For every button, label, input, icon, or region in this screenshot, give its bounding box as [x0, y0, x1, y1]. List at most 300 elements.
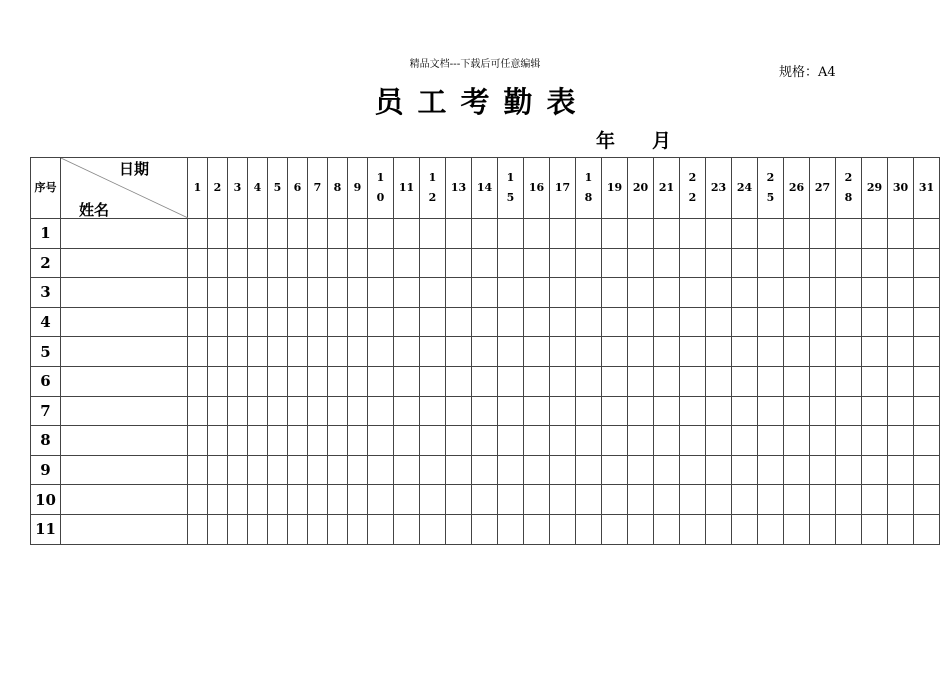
- attendance-cell[interactable]: [888, 248, 914, 278]
- attendance-cell[interactable]: [576, 307, 602, 337]
- attendance-cell[interactable]: [602, 426, 628, 456]
- attendance-cell[interactable]: [602, 455, 628, 485]
- attendance-cell[interactable]: [420, 307, 446, 337]
- attendance-cell[interactable]: [498, 307, 524, 337]
- attendance-cell[interactable]: [446, 366, 472, 396]
- attendance-cell[interactable]: [228, 248, 248, 278]
- attendance-cell[interactable]: [328, 514, 348, 544]
- name-cell[interactable]: [61, 337, 188, 367]
- attendance-cell[interactable]: [308, 307, 328, 337]
- attendance-cell[interactable]: [862, 278, 888, 308]
- attendance-cell[interactable]: [654, 514, 680, 544]
- attendance-cell[interactable]: [706, 248, 732, 278]
- attendance-cell[interactable]: [188, 514, 208, 544]
- attendance-cell[interactable]: [188, 337, 208, 367]
- attendance-cell[interactable]: [348, 514, 368, 544]
- attendance-cell[interactable]: [208, 514, 228, 544]
- attendance-cell[interactable]: [472, 485, 498, 515]
- attendance-cell[interactable]: [862, 455, 888, 485]
- attendance-cell[interactable]: [420, 366, 446, 396]
- attendance-cell[interactable]: [628, 485, 654, 515]
- attendance-cell[interactable]: [836, 426, 862, 456]
- attendance-cell[interactable]: [498, 426, 524, 456]
- attendance-cell[interactable]: [368, 455, 394, 485]
- attendance-cell[interactable]: [836, 307, 862, 337]
- attendance-cell[interactable]: [472, 514, 498, 544]
- name-cell[interactable]: [61, 278, 188, 308]
- attendance-cell[interactable]: [228, 337, 248, 367]
- attendance-cell[interactable]: [836, 485, 862, 515]
- attendance-cell[interactable]: [308, 366, 328, 396]
- attendance-cell[interactable]: [420, 248, 446, 278]
- attendance-cell[interactable]: [732, 485, 758, 515]
- attendance-cell[interactable]: [472, 396, 498, 426]
- attendance-cell[interactable]: [680, 248, 706, 278]
- attendance-cell[interactable]: [228, 278, 248, 308]
- attendance-cell[interactable]: [628, 278, 654, 308]
- attendance-cell[interactable]: [680, 455, 706, 485]
- attendance-cell[interactable]: [208, 485, 228, 515]
- attendance-cell[interactable]: [188, 426, 208, 456]
- attendance-cell[interactable]: [602, 278, 628, 308]
- attendance-cell[interactable]: [268, 426, 288, 456]
- attendance-cell[interactable]: [602, 485, 628, 515]
- attendance-cell[interactable]: [602, 366, 628, 396]
- attendance-cell[interactable]: [348, 307, 368, 337]
- attendance-cell[interactable]: [784, 307, 810, 337]
- attendance-cell[interactable]: [888, 455, 914, 485]
- attendance-cell[interactable]: [810, 396, 836, 426]
- attendance-cell[interactable]: [654, 426, 680, 456]
- attendance-cell[interactable]: [188, 278, 208, 308]
- attendance-cell[interactable]: [628, 248, 654, 278]
- attendance-cell[interactable]: [368, 337, 394, 367]
- attendance-cell[interactable]: [602, 396, 628, 426]
- attendance-cell[interactable]: [248, 485, 268, 515]
- attendance-cell[interactable]: [784, 485, 810, 515]
- attendance-cell[interactable]: [628, 426, 654, 456]
- attendance-cell[interactable]: [348, 278, 368, 308]
- attendance-cell[interactable]: [550, 307, 576, 337]
- attendance-cell[interactable]: [706, 426, 732, 456]
- attendance-cell[interactable]: [524, 219, 550, 249]
- attendance-cell[interactable]: [914, 337, 940, 367]
- attendance-cell[interactable]: [498, 485, 524, 515]
- attendance-cell[interactable]: [288, 514, 308, 544]
- attendance-cell[interactable]: [524, 426, 550, 456]
- attendance-cell[interactable]: [862, 485, 888, 515]
- attendance-cell[interactable]: [288, 366, 308, 396]
- attendance-cell[interactable]: [288, 219, 308, 249]
- attendance-cell[interactable]: [732, 307, 758, 337]
- attendance-cell[interactable]: [188, 307, 208, 337]
- attendance-cell[interactable]: [706, 514, 732, 544]
- attendance-cell[interactable]: [420, 219, 446, 249]
- attendance-cell[interactable]: [810, 514, 836, 544]
- attendance-cell[interactable]: [368, 366, 394, 396]
- attendance-cell[interactable]: [328, 455, 348, 485]
- attendance-cell[interactable]: [268, 219, 288, 249]
- attendance-cell[interactable]: [550, 278, 576, 308]
- attendance-cell[interactable]: [268, 337, 288, 367]
- attendance-cell[interactable]: [810, 366, 836, 396]
- attendance-cell[interactable]: [550, 337, 576, 367]
- attendance-cell[interactable]: [328, 366, 348, 396]
- attendance-cell[interactable]: [628, 396, 654, 426]
- attendance-cell[interactable]: [446, 278, 472, 308]
- name-cell[interactable]: [61, 514, 188, 544]
- attendance-cell[interactable]: [602, 219, 628, 249]
- attendance-cell[interactable]: [576, 248, 602, 278]
- attendance-cell[interactable]: [208, 278, 228, 308]
- attendance-cell[interactable]: [810, 426, 836, 456]
- attendance-cell[interactable]: [914, 485, 940, 515]
- attendance-cell[interactable]: [348, 426, 368, 456]
- attendance-cell[interactable]: [368, 426, 394, 456]
- attendance-cell[interactable]: [732, 426, 758, 456]
- attendance-cell[interactable]: [420, 337, 446, 367]
- attendance-cell[interactable]: [732, 219, 758, 249]
- attendance-cell[interactable]: [680, 396, 706, 426]
- attendance-cell[interactable]: [602, 337, 628, 367]
- attendance-cell[interactable]: [308, 396, 328, 426]
- attendance-cell[interactable]: [348, 455, 368, 485]
- attendance-cell[interactable]: [368, 248, 394, 278]
- attendance-cell[interactable]: [914, 219, 940, 249]
- attendance-cell[interactable]: [368, 307, 394, 337]
- attendance-cell[interactable]: [446, 337, 472, 367]
- attendance-cell[interactable]: [248, 248, 268, 278]
- attendance-cell[interactable]: [248, 514, 268, 544]
- attendance-cell[interactable]: [248, 307, 268, 337]
- attendance-cell[interactable]: [498, 219, 524, 249]
- attendance-cell[interactable]: [288, 485, 308, 515]
- attendance-cell[interactable]: [248, 426, 268, 456]
- attendance-cell[interactable]: [446, 514, 472, 544]
- attendance-cell[interactable]: [680, 278, 706, 308]
- attendance-cell[interactable]: [836, 514, 862, 544]
- attendance-cell[interactable]: [228, 514, 248, 544]
- attendance-cell[interactable]: [248, 396, 268, 426]
- attendance-cell[interactable]: [706, 396, 732, 426]
- attendance-cell[interactable]: [348, 366, 368, 396]
- attendance-cell[interactable]: [758, 307, 784, 337]
- attendance-cell[interactable]: [888, 426, 914, 456]
- attendance-cell[interactable]: [628, 514, 654, 544]
- attendance-cell[interactable]: [472, 219, 498, 249]
- name-cell[interactable]: [61, 248, 188, 278]
- attendance-cell[interactable]: [680, 307, 706, 337]
- attendance-cell[interactable]: [208, 366, 228, 396]
- attendance-cell[interactable]: [680, 514, 706, 544]
- attendance-cell[interactable]: [308, 514, 328, 544]
- attendance-cell[interactable]: [446, 248, 472, 278]
- attendance-cell[interactable]: [706, 337, 732, 367]
- attendance-cell[interactable]: [446, 307, 472, 337]
- attendance-cell[interactable]: [248, 337, 268, 367]
- attendance-cell[interactable]: [836, 219, 862, 249]
- attendance-cell[interactable]: [550, 248, 576, 278]
- attendance-cell[interactable]: [348, 337, 368, 367]
- attendance-cell[interactable]: [576, 366, 602, 396]
- attendance-cell[interactable]: [268, 396, 288, 426]
- attendance-cell[interactable]: [758, 455, 784, 485]
- attendance-cell[interactable]: [914, 514, 940, 544]
- attendance-cell[interactable]: [654, 455, 680, 485]
- attendance-cell[interactable]: [810, 455, 836, 485]
- attendance-cell[interactable]: [524, 307, 550, 337]
- attendance-cell[interactable]: [472, 426, 498, 456]
- attendance-cell[interactable]: [524, 366, 550, 396]
- attendance-cell[interactable]: [914, 278, 940, 308]
- attendance-cell[interactable]: [420, 396, 446, 426]
- attendance-cell[interactable]: [914, 396, 940, 426]
- attendance-cell[interactable]: [420, 455, 446, 485]
- attendance-cell[interactable]: [208, 396, 228, 426]
- attendance-cell[interactable]: [498, 248, 524, 278]
- attendance-cell[interactable]: [288, 426, 308, 456]
- attendance-cell[interactable]: [680, 219, 706, 249]
- attendance-cell[interactable]: [914, 248, 940, 278]
- attendance-cell[interactable]: [394, 278, 420, 308]
- attendance-cell[interactable]: [550, 396, 576, 426]
- attendance-cell[interactable]: [328, 278, 348, 308]
- attendance-cell[interactable]: [308, 455, 328, 485]
- attendance-cell[interactable]: [524, 485, 550, 515]
- attendance-cell[interactable]: [576, 278, 602, 308]
- attendance-cell[interactable]: [328, 426, 348, 456]
- attendance-cell[interactable]: [576, 219, 602, 249]
- attendance-cell[interactable]: [248, 455, 268, 485]
- attendance-cell[interactable]: [498, 455, 524, 485]
- attendance-cell[interactable]: [446, 485, 472, 515]
- attendance-cell[interactable]: [268, 278, 288, 308]
- attendance-cell[interactable]: [550, 219, 576, 249]
- attendance-cell[interactable]: [862, 396, 888, 426]
- attendance-cell[interactable]: [680, 366, 706, 396]
- attendance-cell[interactable]: [498, 514, 524, 544]
- attendance-cell[interactable]: [248, 278, 268, 308]
- attendance-cell[interactable]: [228, 219, 248, 249]
- attendance-cell[interactable]: [784, 337, 810, 367]
- attendance-cell[interactable]: [784, 278, 810, 308]
- attendance-cell[interactable]: [268, 248, 288, 278]
- attendance-cell[interactable]: [888, 219, 914, 249]
- attendance-cell[interactable]: [758, 248, 784, 278]
- attendance-cell[interactable]: [498, 366, 524, 396]
- attendance-cell[interactable]: [888, 337, 914, 367]
- attendance-cell[interactable]: [654, 366, 680, 396]
- attendance-cell[interactable]: [706, 307, 732, 337]
- attendance-cell[interactable]: [420, 485, 446, 515]
- attendance-cell[interactable]: [888, 278, 914, 308]
- attendance-cell[interactable]: [348, 396, 368, 426]
- attendance-cell[interactable]: [706, 366, 732, 396]
- attendance-cell[interactable]: [706, 219, 732, 249]
- attendance-cell[interactable]: [368, 278, 394, 308]
- attendance-cell[interactable]: [836, 278, 862, 308]
- attendance-cell[interactable]: [228, 455, 248, 485]
- attendance-cell[interactable]: [810, 337, 836, 367]
- attendance-cell[interactable]: [758, 426, 784, 456]
- attendance-cell[interactable]: [268, 514, 288, 544]
- attendance-cell[interactable]: [394, 248, 420, 278]
- attendance-cell[interactable]: [188, 219, 208, 249]
- attendance-cell[interactable]: [758, 278, 784, 308]
- attendance-cell[interactable]: [576, 485, 602, 515]
- attendance-cell[interactable]: [888, 485, 914, 515]
- attendance-cell[interactable]: [446, 219, 472, 249]
- attendance-cell[interactable]: [784, 396, 810, 426]
- attendance-cell[interactable]: [524, 278, 550, 308]
- attendance-cell[interactable]: [394, 219, 420, 249]
- attendance-cell[interactable]: [472, 248, 498, 278]
- attendance-cell[interactable]: [268, 366, 288, 396]
- attendance-cell[interactable]: [268, 485, 288, 515]
- attendance-cell[interactable]: [228, 366, 248, 396]
- attendance-cell[interactable]: [394, 455, 420, 485]
- attendance-cell[interactable]: [328, 396, 348, 426]
- attendance-cell[interactable]: [914, 426, 940, 456]
- name-cell[interactable]: [61, 426, 188, 456]
- attendance-cell[interactable]: [348, 485, 368, 515]
- name-cell[interactable]: [61, 455, 188, 485]
- attendance-cell[interactable]: [732, 337, 758, 367]
- name-cell[interactable]: [61, 366, 188, 396]
- attendance-cell[interactable]: [472, 278, 498, 308]
- attendance-cell[interactable]: [228, 426, 248, 456]
- attendance-cell[interactable]: [288, 396, 308, 426]
- attendance-cell[interactable]: [784, 366, 810, 396]
- attendance-cell[interactable]: [784, 248, 810, 278]
- attendance-cell[interactable]: [524, 396, 550, 426]
- attendance-cell[interactable]: [208, 337, 228, 367]
- attendance-cell[interactable]: [836, 337, 862, 367]
- attendance-cell[interactable]: [420, 278, 446, 308]
- attendance-cell[interactable]: [836, 455, 862, 485]
- attendance-cell[interactable]: [288, 337, 308, 367]
- attendance-cell[interactable]: [328, 307, 348, 337]
- attendance-cell[interactable]: [914, 366, 940, 396]
- attendance-cell[interactable]: [420, 426, 446, 456]
- attendance-cell[interactable]: [810, 278, 836, 308]
- attendance-cell[interactable]: [498, 396, 524, 426]
- attendance-cell[interactable]: [550, 455, 576, 485]
- attendance-cell[interactable]: [288, 248, 308, 278]
- attendance-cell[interactable]: [188, 366, 208, 396]
- attendance-cell[interactable]: [208, 219, 228, 249]
- attendance-cell[interactable]: [420, 514, 446, 544]
- attendance-cell[interactable]: [810, 307, 836, 337]
- attendance-cell[interactable]: [208, 455, 228, 485]
- attendance-cell[interactable]: [732, 514, 758, 544]
- attendance-cell[interactable]: [836, 396, 862, 426]
- attendance-cell[interactable]: [288, 455, 308, 485]
- attendance-cell[interactable]: [288, 278, 308, 308]
- attendance-cell[interactable]: [758, 366, 784, 396]
- attendance-cell[interactable]: [394, 366, 420, 396]
- attendance-cell[interactable]: [394, 337, 420, 367]
- attendance-cell[interactable]: [188, 248, 208, 278]
- attendance-cell[interactable]: [784, 514, 810, 544]
- attendance-cell[interactable]: [888, 514, 914, 544]
- attendance-cell[interactable]: [758, 337, 784, 367]
- attendance-cell[interactable]: [328, 485, 348, 515]
- attendance-cell[interactable]: [348, 248, 368, 278]
- attendance-cell[interactable]: [308, 485, 328, 515]
- attendance-cell[interactable]: [228, 307, 248, 337]
- attendance-cell[interactable]: [550, 366, 576, 396]
- attendance-cell[interactable]: [394, 426, 420, 456]
- attendance-cell[interactable]: [732, 278, 758, 308]
- attendance-cell[interactable]: [732, 248, 758, 278]
- attendance-cell[interactable]: [654, 396, 680, 426]
- name-cell[interactable]: [61, 307, 188, 337]
- attendance-cell[interactable]: [836, 366, 862, 396]
- name-cell[interactable]: [61, 485, 188, 515]
- attendance-cell[interactable]: [308, 426, 328, 456]
- attendance-cell[interactable]: [268, 455, 288, 485]
- attendance-cell[interactable]: [784, 455, 810, 485]
- attendance-cell[interactable]: [394, 485, 420, 515]
- attendance-cell[interactable]: [576, 455, 602, 485]
- attendance-cell[interactable]: [602, 307, 628, 337]
- attendance-cell[interactable]: [732, 366, 758, 396]
- attendance-cell[interactable]: [524, 337, 550, 367]
- attendance-cell[interactable]: [654, 248, 680, 278]
- attendance-cell[interactable]: [550, 514, 576, 544]
- attendance-cell[interactable]: [862, 426, 888, 456]
- attendance-cell[interactable]: [328, 248, 348, 278]
- attendance-cell[interactable]: [732, 396, 758, 426]
- attendance-cell[interactable]: [472, 366, 498, 396]
- attendance-cell[interactable]: [472, 307, 498, 337]
- attendance-cell[interactable]: [654, 485, 680, 515]
- attendance-cell[interactable]: [576, 337, 602, 367]
- attendance-cell[interactable]: [836, 248, 862, 278]
- attendance-cell[interactable]: [628, 455, 654, 485]
- attendance-cell[interactable]: [288, 307, 308, 337]
- attendance-cell[interactable]: [368, 514, 394, 544]
- attendance-cell[interactable]: [706, 455, 732, 485]
- name-cell[interactable]: [61, 219, 188, 249]
- attendance-cell[interactable]: [524, 455, 550, 485]
- attendance-cell[interactable]: [914, 455, 940, 485]
- attendance-cell[interactable]: [628, 219, 654, 249]
- attendance-cell[interactable]: [758, 485, 784, 515]
- attendance-cell[interactable]: [576, 396, 602, 426]
- attendance-cell[interactable]: [732, 455, 758, 485]
- attendance-cell[interactable]: [228, 485, 248, 515]
- attendance-cell[interactable]: [758, 514, 784, 544]
- attendance-cell[interactable]: [368, 485, 394, 515]
- attendance-cell[interactable]: [394, 396, 420, 426]
- attendance-cell[interactable]: [628, 307, 654, 337]
- attendance-cell[interactable]: [498, 337, 524, 367]
- attendance-cell[interactable]: [368, 219, 394, 249]
- attendance-cell[interactable]: [228, 396, 248, 426]
- attendance-cell[interactable]: [602, 514, 628, 544]
- attendance-cell[interactable]: [550, 485, 576, 515]
- attendance-cell[interactable]: [914, 307, 940, 337]
- attendance-cell[interactable]: [888, 366, 914, 396]
- attendance-cell[interactable]: [862, 219, 888, 249]
- attendance-cell[interactable]: [394, 307, 420, 337]
- attendance-cell[interactable]: [862, 248, 888, 278]
- attendance-cell[interactable]: [654, 219, 680, 249]
- attendance-cell[interactable]: [328, 337, 348, 367]
- attendance-cell[interactable]: [576, 514, 602, 544]
